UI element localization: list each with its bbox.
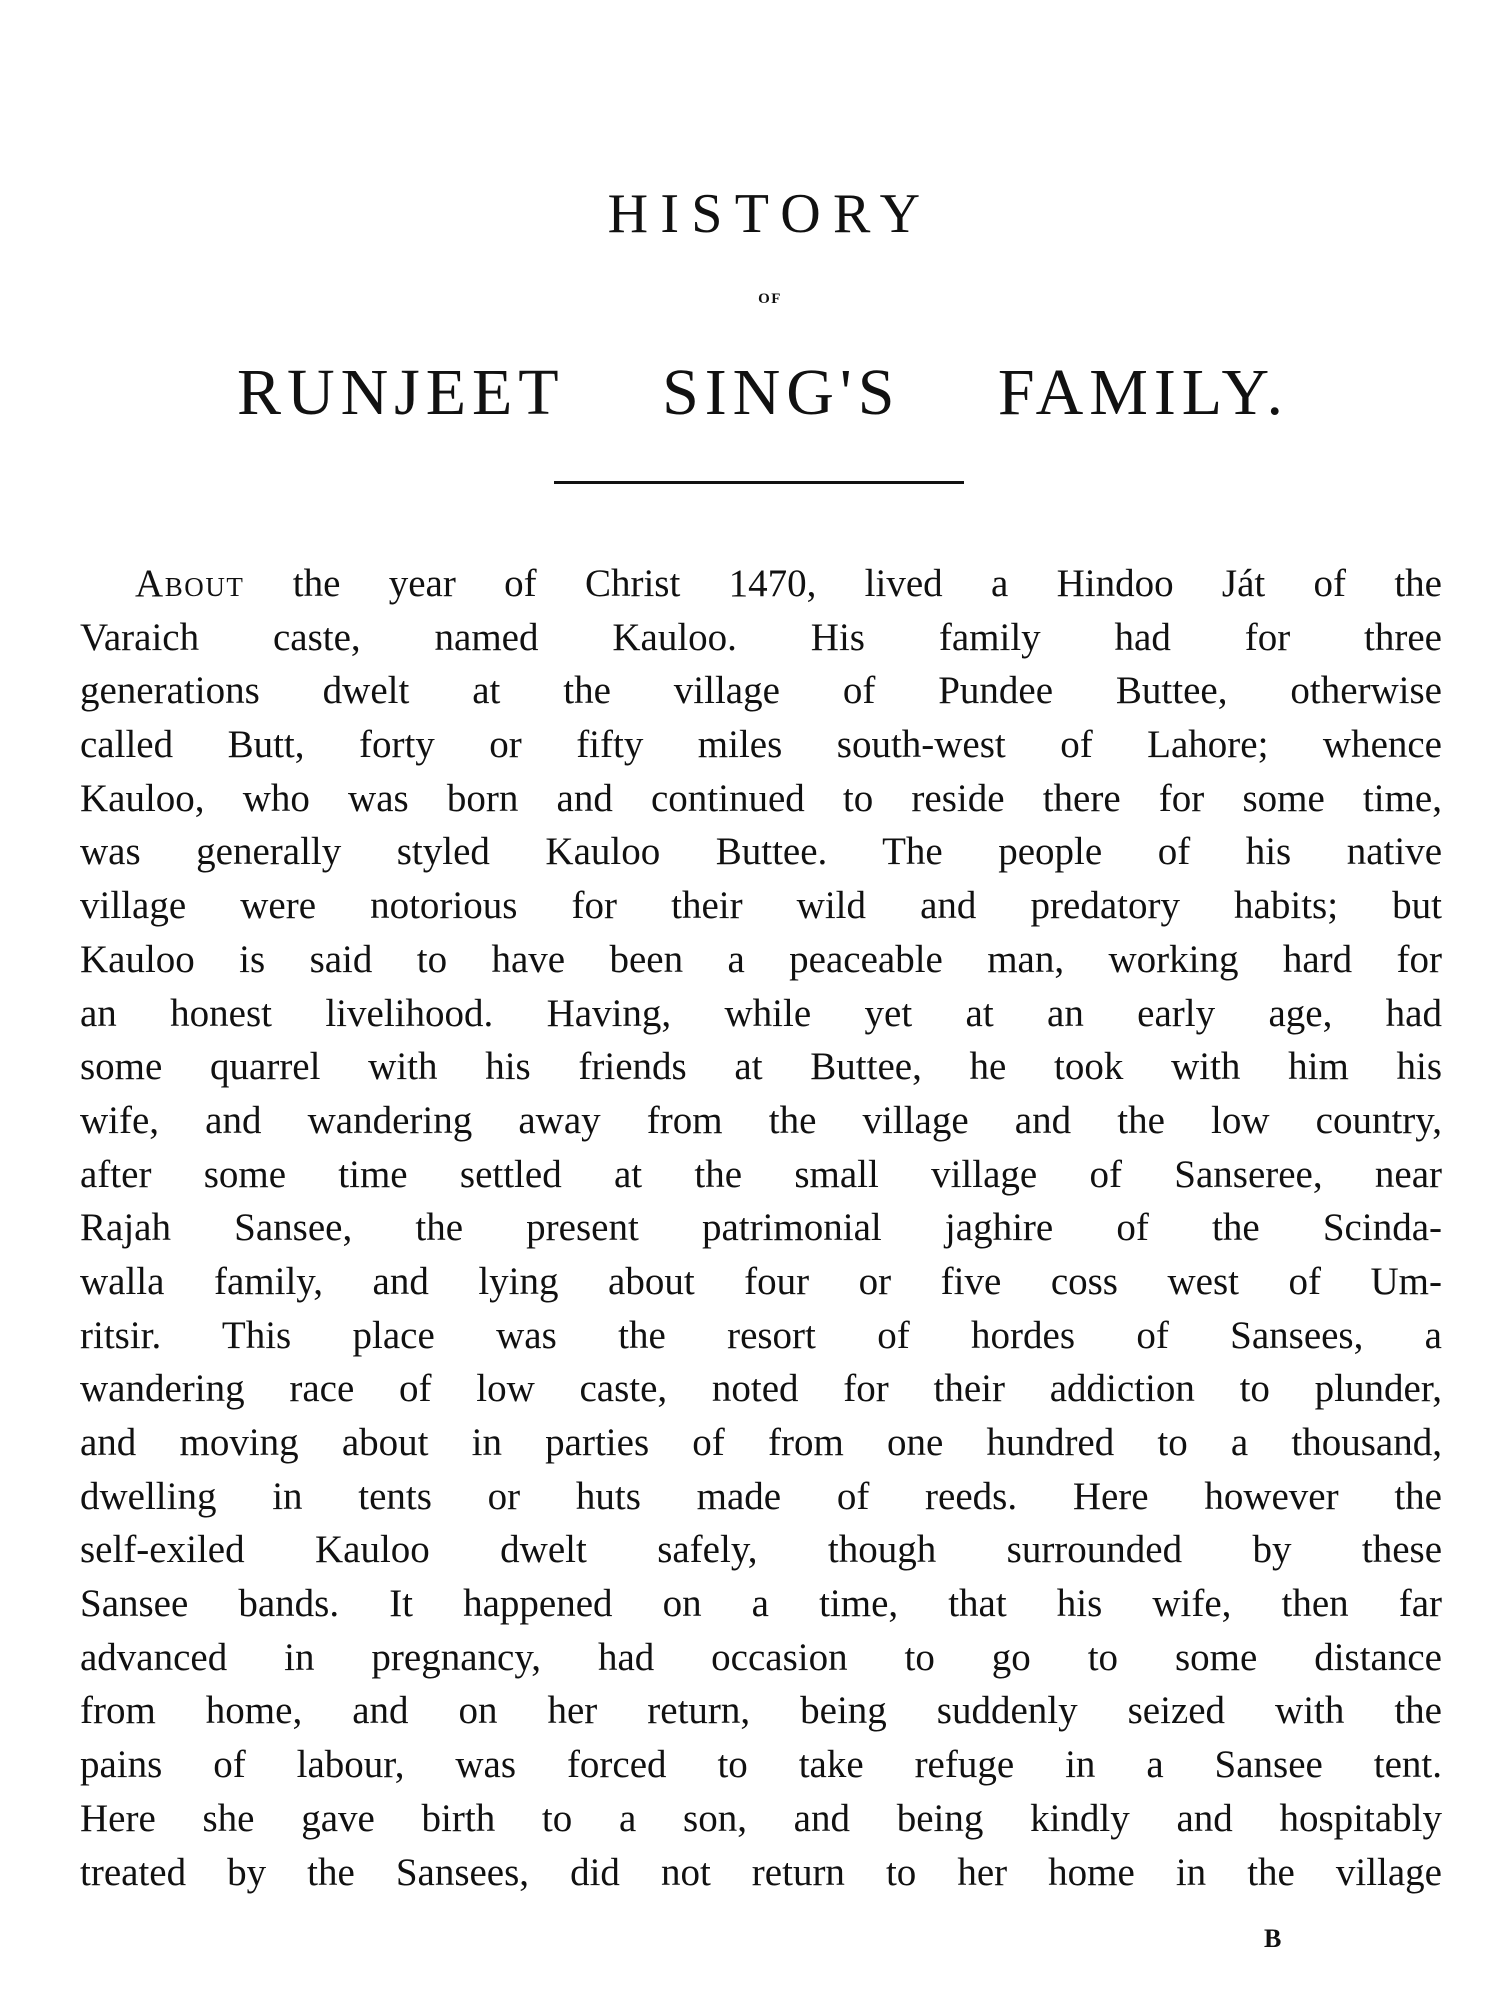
text-line-rest: the year of Christ 1470, lived a Hindoo Ját of the [292,562,1442,605]
text-line: Kauloo, who was born and continued to reside there for some time, [80,776,1442,820]
text-line: an honest livelihood. Having, while yet at an early age, had [80,991,1442,1035]
text-line: called Butt, forty or fifty miles south-west of Lahore; whence [80,723,1442,767]
text-line: Here she gave birth to a son, and being kindly and hospitably [80,1796,1442,1840]
title-word: RUNJEET [237,356,565,429]
text-line: village were notorious for their wild and predatory habits; but [80,884,1442,928]
title-word: FAMILY. [997,356,1289,429]
text-line: Rajah Sansee, the present patrimonial jaghire of the Scinda- [80,1206,1442,1250]
text-line: and moving about in parties of from one hundred to a thousand, [80,1421,1442,1464]
text-line: from home, and on her return, being suddenly seized with the [80,1689,1442,1733]
title-history: HISTORY [607,183,933,245]
text-line: walla family, and lying about four or five coss west of Um- [80,1259,1442,1303]
text-line: treated by the Sansees, did not return to her home in the village [80,1850,1442,1894]
text-line: dwelling in tents or huts made of reeds. Here however the [80,1474,1442,1518]
text-line: pains of labour, was forced to take refuge in a Sansee tent. [80,1743,1442,1787]
text-line: ritsir. This place was the resort of hordes of Sansees, a [80,1313,1442,1357]
title-rule-divider [554,481,964,484]
text-line: wandering race of low caste, noted for their addiction to plunder, [80,1367,1442,1411]
text-line: wife, and wandering away from the village and the low country, [80,1098,1442,1142]
text-line: was generally styled Kauloo Buttee. The people of his native [80,830,1442,874]
text-line: generations dwelt at the village of Pundee Buttee, otherwise [80,669,1442,713]
text-line: after some time settled at the small village of Sanseree, near [80,1152,1442,1196]
text-line: some quarrel with his friends at Buttee, he took with him his [80,1045,1442,1089]
body-text [80,557,1442,1899]
opening-word: About [135,562,245,605]
text-line: Kauloo is said to have been a peaceable man, working hard for [80,937,1442,981]
text-line: Sansee bands. It happened on a time, that his wife, then far [80,1582,1442,1626]
title-runjeet-sings-family [237,356,1289,429]
title-word: SING'S [662,356,901,429]
text-line: advanced in pregnancy, had occasion to go to some distance [80,1635,1442,1679]
text-line [80,557,1442,611]
title-of: OF [758,291,782,307]
signature-mark: B [1264,1924,1282,1953]
text-line: self-exiled Kauloo dwelt safely, though surrounded by these [80,1528,1442,1572]
text-line: Varaich caste, named Kauloo. His family had for three [80,615,1442,659]
